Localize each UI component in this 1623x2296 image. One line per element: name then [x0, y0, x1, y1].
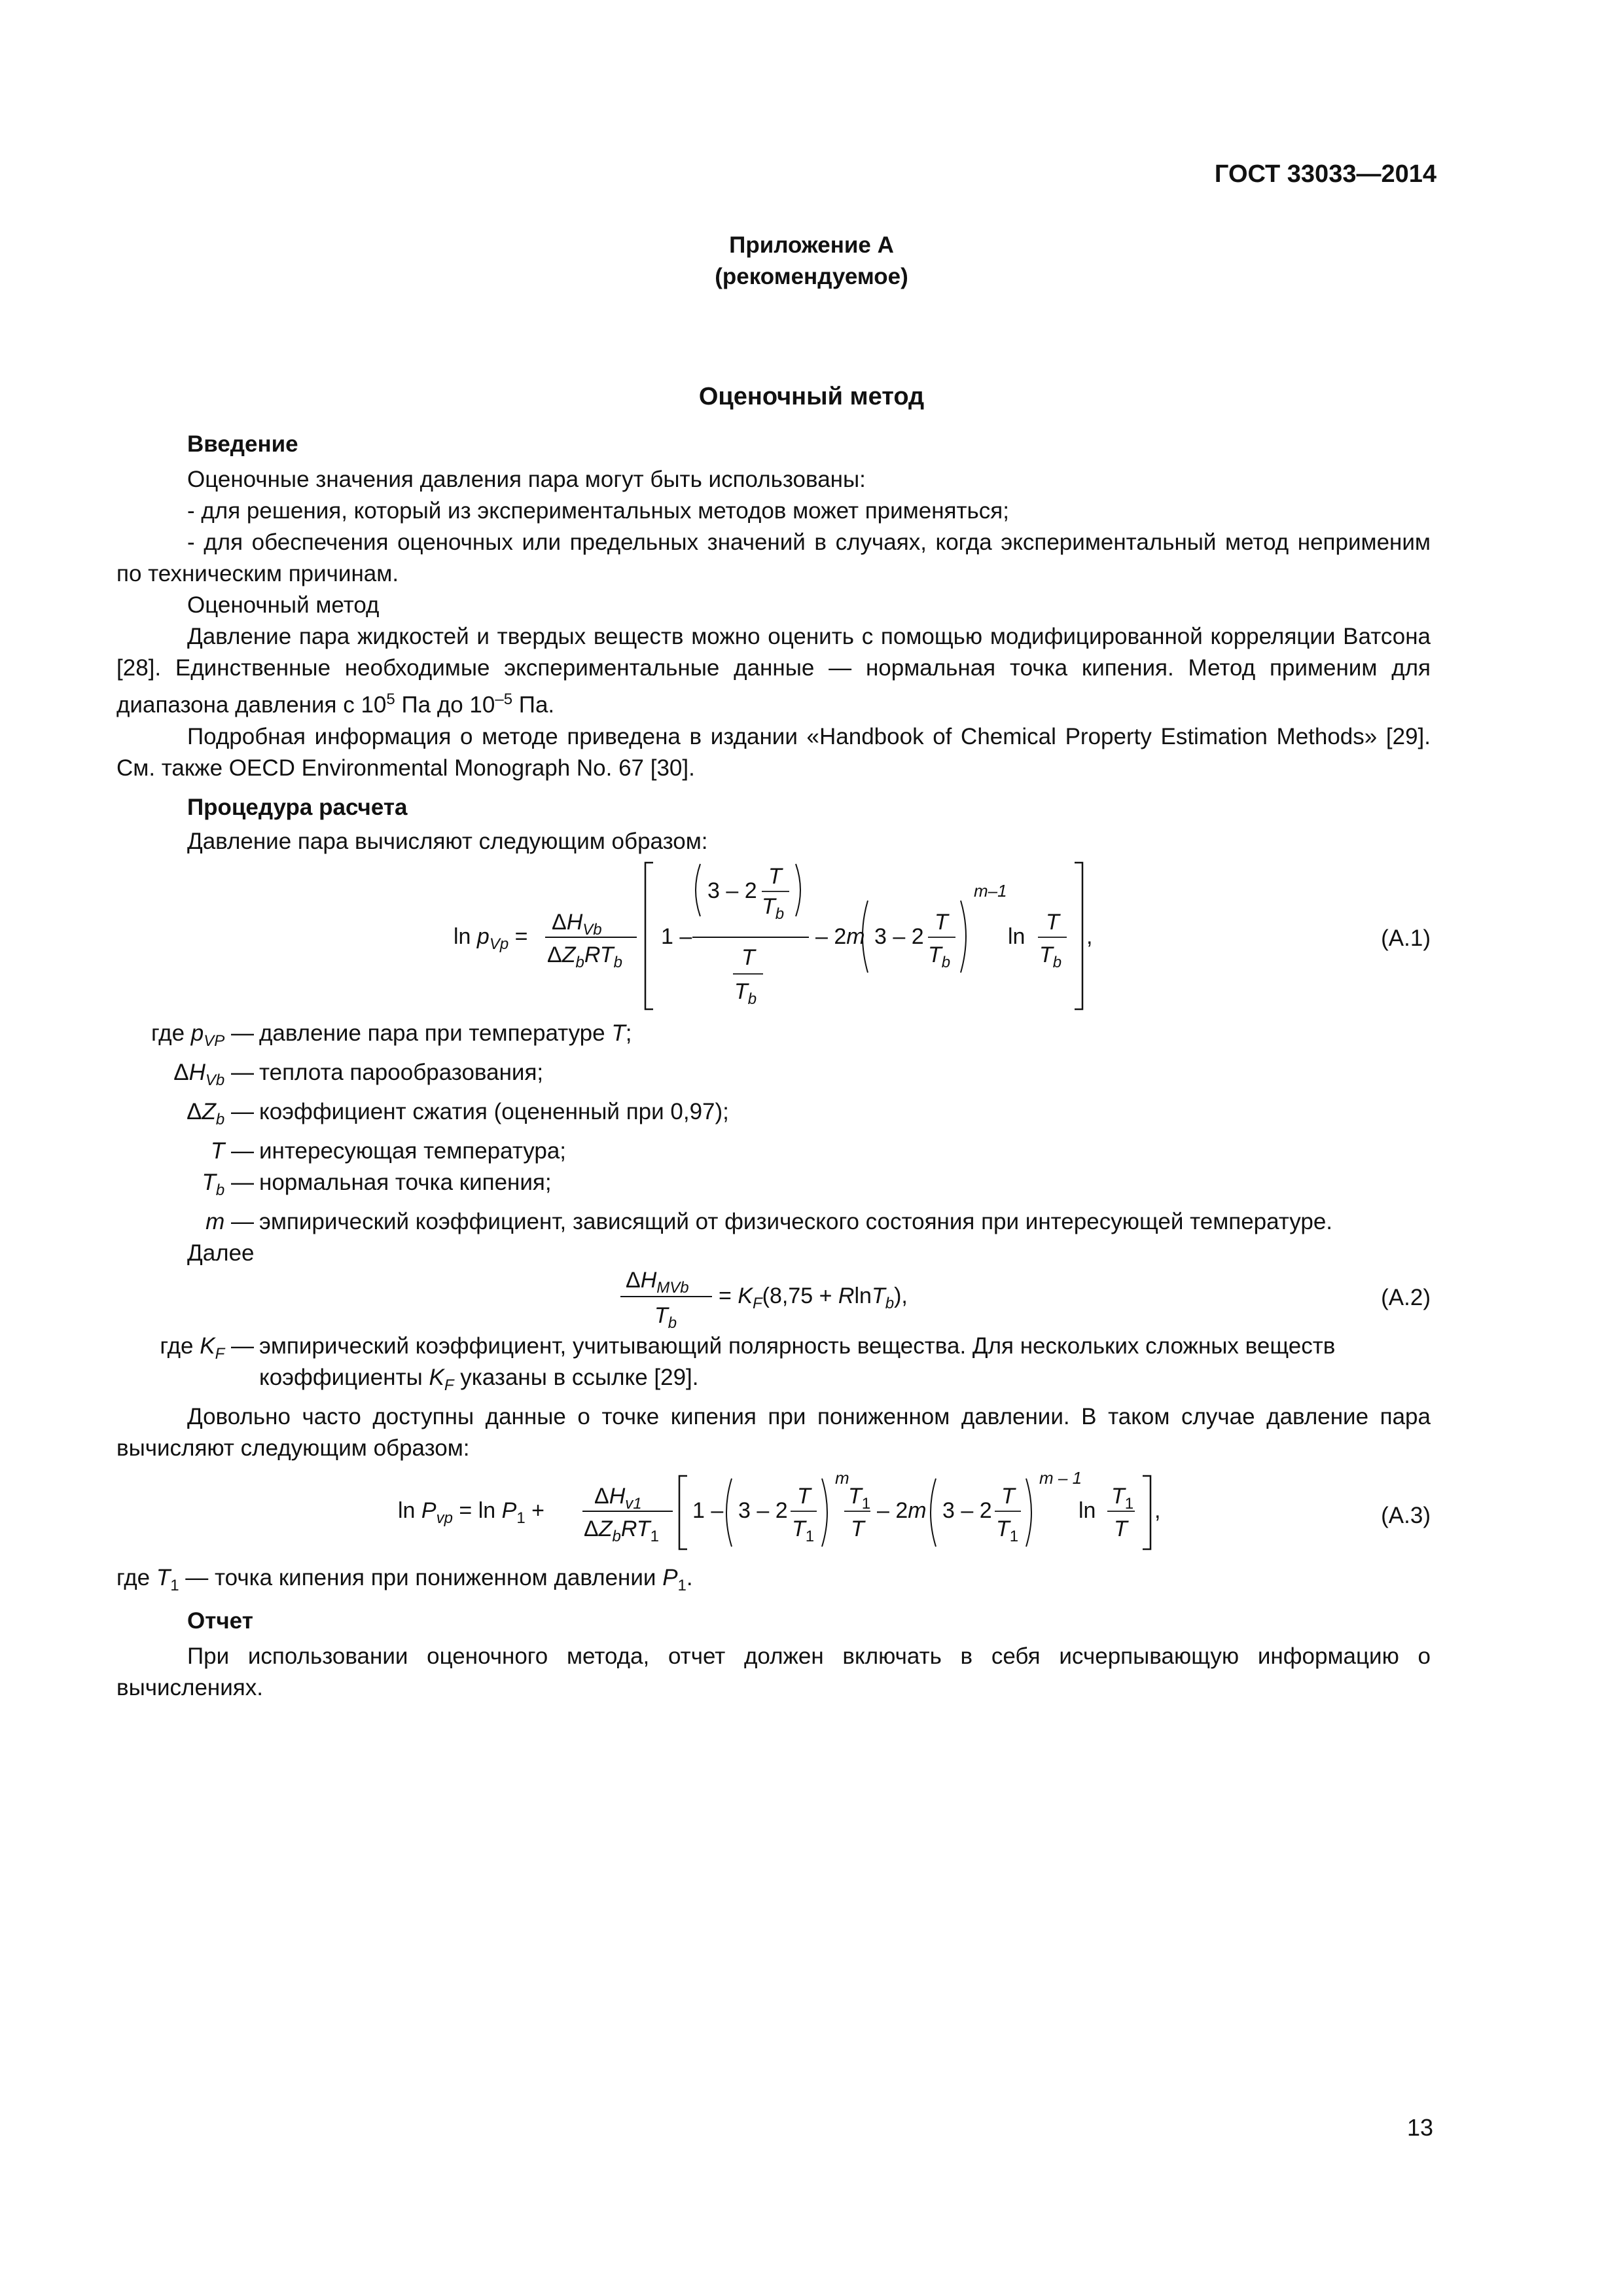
equation-a3 [116, 1464, 1431, 1562]
svg-text:,: , [1086, 924, 1093, 949]
definition-item: $T_b$ — нормальная точка кипения; [202, 1169, 552, 1199]
further-label: Далее [187, 1240, 255, 1266]
definition-t1: где $T_1$ — точка кипения при пониженном давлении $P_1$. [116, 1564, 693, 1594]
svg-text:T: T [797, 1483, 811, 1509]
procedure-paragraph: Довольно часто доступны данные о точке кипения при пониженном давлении. В таком случае давление пара вычисляют следующим образом: [116, 1403, 1431, 1461]
svg-text:ΔZbRTb: $\Delta Z_bRT_b$ [547, 942, 622, 971]
svg-text:= KF(8,75 + RlnTb),: = $K_F(8,75 + RlnT_b)$, [719, 1283, 908, 1312]
definition-item: T — интересующая температура; [210, 1138, 567, 1164]
svg-text:– 2m: – 2m [815, 924, 865, 949]
svg-text:3 – 2: 3 – 2 [707, 878, 757, 903]
svg-text:1 –: 1 – [692, 1498, 724, 1523]
definition-item: $\Delta H_{Vb}$ — теплота парообразования; [173, 1059, 544, 1089]
equation-number: (A.2) [1381, 1284, 1431, 1310]
svg-text:ln Pvp = ln P1 +: $\ln P_{vp} = \ln P_1$ + [398, 1498, 544, 1527]
svg-text:ln: ln [1079, 1498, 1096, 1523]
svg-text:3 – 2: 3 – 2 [738, 1498, 788, 1523]
definition-item: m — эмпирический коэффициент, зависящий от физического состояния при интересующей температуре. [205, 1208, 1333, 1234]
svg-text:ΔHv1: $\Delta H_{v1}$ [594, 1483, 642, 1513]
equation-number: (A.1) [1381, 925, 1431, 951]
svg-text:ΔHMVb: $\Delta H_{MVb}$ [626, 1267, 689, 1297]
procedure-heading: Процедура расчета [187, 794, 408, 820]
intro-paragraph: Оценочный метод [187, 592, 380, 618]
svg-text:T: T [768, 863, 782, 889]
report-paragraph: При использовании оценочного метода, отчет должен включать в себя исчерпывающую информацию о вычислениях. [116, 1643, 1431, 1700]
svg-text:ln pVp =: $\ln p_{Vp}$ = [454, 924, 528, 953]
intro-paragraph: Оценочные значения давления пара могут быть использованы: [187, 467, 866, 492]
svg-text:T: T [935, 909, 948, 935]
svg-text:T1: $T_1$ [848, 1483, 871, 1513]
svg-text:T: T [741, 944, 755, 970]
svg-text:m: m [835, 1467, 849, 1488]
definition-item: где $p_{VP}$ — давление пара при температуре T; [151, 1020, 632, 1050]
page-number: 13 [1406, 2114, 1433, 2141]
report-heading: Отчет [187, 1607, 253, 1634]
intro-paragraph: Давление пара жидкостей и твердых веществ можно оценить с помощью модифицированной корреляции Ватсона [28]. Единственные необходимые экспериментальные данные — нормальная точка кипения. Метод применим для диапазона давления с $10^5$ Па до $10^{-5}$ Па. [116, 624, 1431, 718]
svg-text:T1: $T_1$ [792, 1516, 815, 1545]
equation-a1-formula [116, 857, 1098, 1018]
definitions-list [116, 1018, 1431, 1238]
intro-heading: Введение [187, 431, 298, 457]
svg-text:1 –: 1 – [661, 924, 692, 949]
svg-text:m – 1: m – 1 [1039, 1467, 1082, 1488]
svg-text:T1: $T_1$ [1111, 1483, 1134, 1513]
equation-a1 [116, 857, 1431, 1018]
intro-paragraph: Подробная информация о методе приведена в издании «Handbook of Chemical Property Estimation Methods» [29]. См. также OECD Environmental Monograph No. 67 [30]. [116, 723, 1431, 781]
svg-text:,: , [1154, 1498, 1161, 1523]
svg-text:– 2m: – 2m [877, 1498, 927, 1523]
svg-text:T: T [1001, 1483, 1015, 1509]
equation-a3-tail [1098, 1464, 1183, 1562]
definition-item: $\Delta Z_b$ — коэффициент сжатия (оцененный при 0,97); [187, 1098, 729, 1128]
section-title: Оценочный метод [698, 383, 925, 410]
svg-text:Tb: $T_b$ [654, 1302, 677, 1328]
svg-text:ln: ln [1008, 924, 1026, 949]
svg-text:3 – 2: 3 – 2 [874, 924, 924, 949]
svg-text:T: T [1114, 1516, 1128, 1541]
definition-item: где $K_F$ — эмпирический коэффициент, учитывающий полярность вещества. Для нескольких сложных веществ коэффициенты $K_F$ указаны в ссылке [29]. [160, 1333, 1336, 1394]
equation-a3-formula [116, 1464, 1098, 1562]
svg-text:Tb: $T_b$ [762, 893, 785, 923]
svg-text:T: T [851, 1516, 865, 1541]
svg-text:Tb: $T_b$ [734, 978, 757, 1008]
svg-text:T: T [1046, 909, 1060, 935]
svg-text:ΔHVb: $\Delta H_{Vb}$ [552, 909, 602, 939]
document-body [116, 429, 1431, 1704]
svg-text:Tb: $T_b$ [1039, 942, 1062, 971]
equation-a2-formula [116, 1263, 1098, 1328]
svg-text:Tb: $T_b$ [928, 942, 951, 971]
intro-bullet: - для решения, который из экспериментальных методов может применяться; [187, 498, 1009, 524]
intro-bullet: - для обеспечения оценочных или предельных значений в случаях, когда экспериментальный метод неприменим по техническим причинам. [116, 529, 1431, 586]
equation-a2 [116, 1263, 1431, 1328]
svg-text:3 – 2: 3 – 2 [942, 1498, 992, 1523]
procedure-paragraph: Давление пара вычисляют следующим образом: [187, 828, 708, 854]
appendix-title: Приложение А [729, 232, 894, 258]
equation-number: (A.3) [1381, 1502, 1431, 1528]
svg-text:T1: $T_1$ [996, 1516, 1019, 1545]
document-code: ГОСТ 33033—2014 [1214, 160, 1436, 188]
svg-text:m–1: m–1 [974, 880, 1007, 901]
svg-text:ΔZbRT1: $\Delta Z_bRT_1$ [584, 1516, 659, 1545]
appendix-subtitle: (рекомендуемое) [715, 264, 908, 289]
